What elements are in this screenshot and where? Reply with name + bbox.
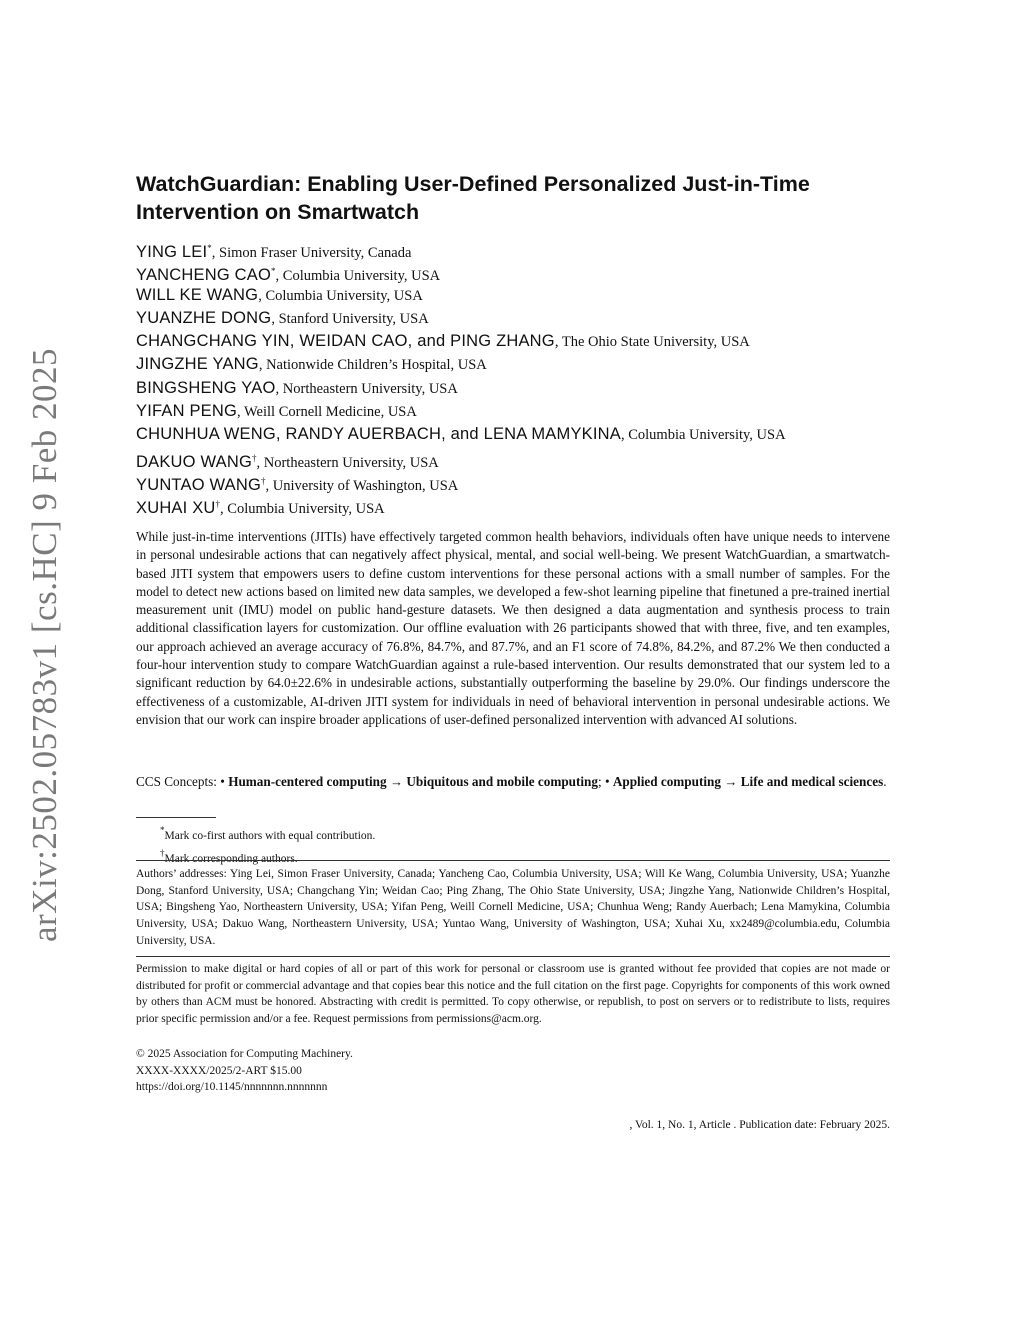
footnotes: [160, 822, 375, 868]
author-affiliation: , Weill Cornell Medicine, USA: [237, 404, 417, 421]
ccs-concepts: [136, 773, 890, 791]
abstract: While just-in-time interventions (JITIs) have effectively targeted common health behaviors, individuals often have unique needs to intervene in personal undesirable actions that can negatively affect physical, mental, and social well-being. We present WatchGuardian, a smartwatch-based JITI system that empowers users to define custom interventions for these personal actions with a small number of samples. For the model to detect new actions based on limited new data samples, we developed a few-shot learning pipeline that finetuned a pre-trained inertial measurement unit (IMU) model on public hand-gesture datasets. We then designed a data augmentation and synthesis process to train additional classification layers for customization. Our offline evaluation with 26 participants showed that with three, five, and ten examples, our approach achieved an average accuracy of 76.8%, 84.7%, and 87.7%, and an F1 score of 74.8%, 84.2%, and 87.2% We then conducted a four-hour intervention study to compare WatchGuardian against a rule-based intervention. Our results demonstrated that our system led to a significant reduction by 64.0±22.6% in undesirable actions, substantially outperforming the baseline by 29.0%. Our findings underscore the effectiveness of a customizable, AI-driven JITI system for individuals in need of behavioral intervention in personal undesirable actions. We envision that our work can inspire broader applications of user-defined personalized intervention with advanced AI solutions.: [136, 529, 890, 727]
author-name: WILL KE WANG: [136, 285, 259, 304]
author-affiliation: , University of Washington, USA: [265, 477, 459, 494]
author-name: YUNTAO WANG: [136, 475, 262, 494]
footnote-divider: [136, 817, 216, 818]
publication-info: [136, 1046, 353, 1096]
author-name: DAKUO WANG: [136, 452, 252, 471]
author-name: CHANGCHANG YIN, WEIDAN CAO, and PING ZHANG: [136, 332, 555, 351]
author-affiliation: , Nationwide Children’s Hospital, USA: [258, 357, 487, 374]
author-entry: [136, 237, 936, 260]
author-entry: [136, 400, 936, 423]
footnote-text: Mark corresponding authors.: [164, 853, 298, 865]
author-mark: †: [251, 452, 257, 463]
arxiv-identifier: arXiv:2502.05783v1 [cs.HC] 9 Feb 2025: [25, 347, 64, 943]
author-affiliation: , Northeastern University, USA: [275, 380, 458, 397]
footnote-text: Mark co-first authors with equal contribution.: [164, 830, 376, 842]
author-affiliation: , Simon Fraser University, Canada: [211, 245, 412, 261]
author-mark: †: [261, 475, 266, 486]
author-entry: [136, 260, 936, 283]
page-footer: , Vol. 1, No. 1, Article . Publication date: February 2025.: [629, 1119, 890, 1131]
copyright-line: © 2025 Association for Computing Machinery.: [136, 1048, 353, 1060]
ccs-concept: Applied computing → Life and medical sciences: [612, 774, 884, 789]
ccs-label: CCS Concepts: •: [136, 774, 229, 789]
author-mark: †: [215, 499, 221, 510]
author-entry: [136, 307, 936, 330]
author-entry: [136, 377, 936, 400]
ccs-separator: ; •: [597, 774, 613, 789]
author-entry: [136, 493, 936, 516]
author-entry: [136, 447, 936, 470]
author-addresses: Authors’ addresses: Ying Lei, Simon Fraser University, Canada; Yancheng Cao, Columbia University, USA; Will Ke Wang, Columbia University, USA; Yuanzhe Dong, Stanford University, USA; Changchang Yin; Weidan Cao; Ping Zhang, The Ohio State University, USA; Jingzhe Yang, Nationwide Children’s Hospital, USA; Bingsheng Yao, Northeastern University, USA; Yifan Peng, Weill Cornell Medicine, USA; Chunhua Weng; Randy Auerbach; Lena Mamykina, Columbia University, USA; Dakuo Wang, Northeastern University, USA; Yuntao Wang, University of Washington, USA; Xuhai Xu, xx2489@columbia.edu, Columbia University, USA.: [136, 868, 890, 947]
author-affiliation: , Northeastern University, USA: [256, 454, 439, 471]
author-mark: *: [207, 243, 212, 253]
author-name: YIFAN PENG: [136, 402, 238, 421]
author-name: YANCHENG CAO: [136, 266, 272, 285]
author-name: XUHAI XU: [136, 499, 216, 518]
footnote: [160, 822, 375, 845]
author-name: CHUNHUA WENG, RANDY AUERBACH, and LENA MAMYKINA: [136, 425, 621, 444]
ccs-concept: Human-centered computing → Ubiquitous and mobile computing: [228, 774, 598, 789]
author-name: JINGZHE YANG: [136, 355, 259, 374]
author-name: YING LEI: [136, 243, 208, 261]
author-entry: [136, 284, 936, 307]
article-number: XXXX-XXXX/2025/2-ART $15.00: [136, 1064, 302, 1077]
ccs-end: .: [883, 774, 887, 789]
author-affiliation: , Columbia University, USA: [620, 427, 786, 444]
permission-notice: Permission to make digital or hard copies of all or part of this work for personal or classroom use is granted without fee provided that copies are not made or distributed for profit or commercial advantage and that copies bear this notice and the full citation on the first page. Copyrights for components of this work owned by others than ACM must be honored. Abstracting with credit is permitted. To copy otherwise, or republish, to post on servers or to redistribute to lists, requires prior specific permission and/or a fee. Request permissions from permissions@acm.org.: [136, 963, 890, 1026]
author-name: YUANZHE DONG: [136, 308, 272, 327]
author-entry: [136, 423, 936, 446]
author-list: [136, 237, 936, 517]
author-entry: [136, 470, 936, 493]
author-entry: [136, 330, 936, 353]
paper-title: WatchGuardian: Enabling User-Defined Personalized Just-in-Time Intervention on Smartwatch: [136, 172, 810, 224]
doi-link[interactable]: https://doi.org/10.1145/nnnnnnn.nnnnnnn: [136, 1081, 328, 1094]
author-affiliation: , Columbia University, USA: [258, 287, 423, 304]
author-name: BINGSHENG YAO: [136, 378, 276, 397]
author-mark: *: [271, 266, 276, 277]
author-affiliation: , Stanford University, USA: [271, 310, 429, 327]
arxiv-sidebar: [20, 347, 70, 943]
permission-divider: [136, 956, 890, 957]
footnote-mark: *: [160, 825, 165, 835]
footnote: [160, 845, 375, 868]
addresses-divider: [136, 860, 890, 861]
author-affiliation: , Columbia University, USA: [275, 268, 441, 285]
author-affiliation: , The Ohio State University, USA: [554, 334, 750, 351]
footnote-mark: †: [160, 848, 165, 858]
author-affiliation: , Columbia University, USA: [220, 501, 385, 518]
author-entry: [136, 353, 936, 376]
